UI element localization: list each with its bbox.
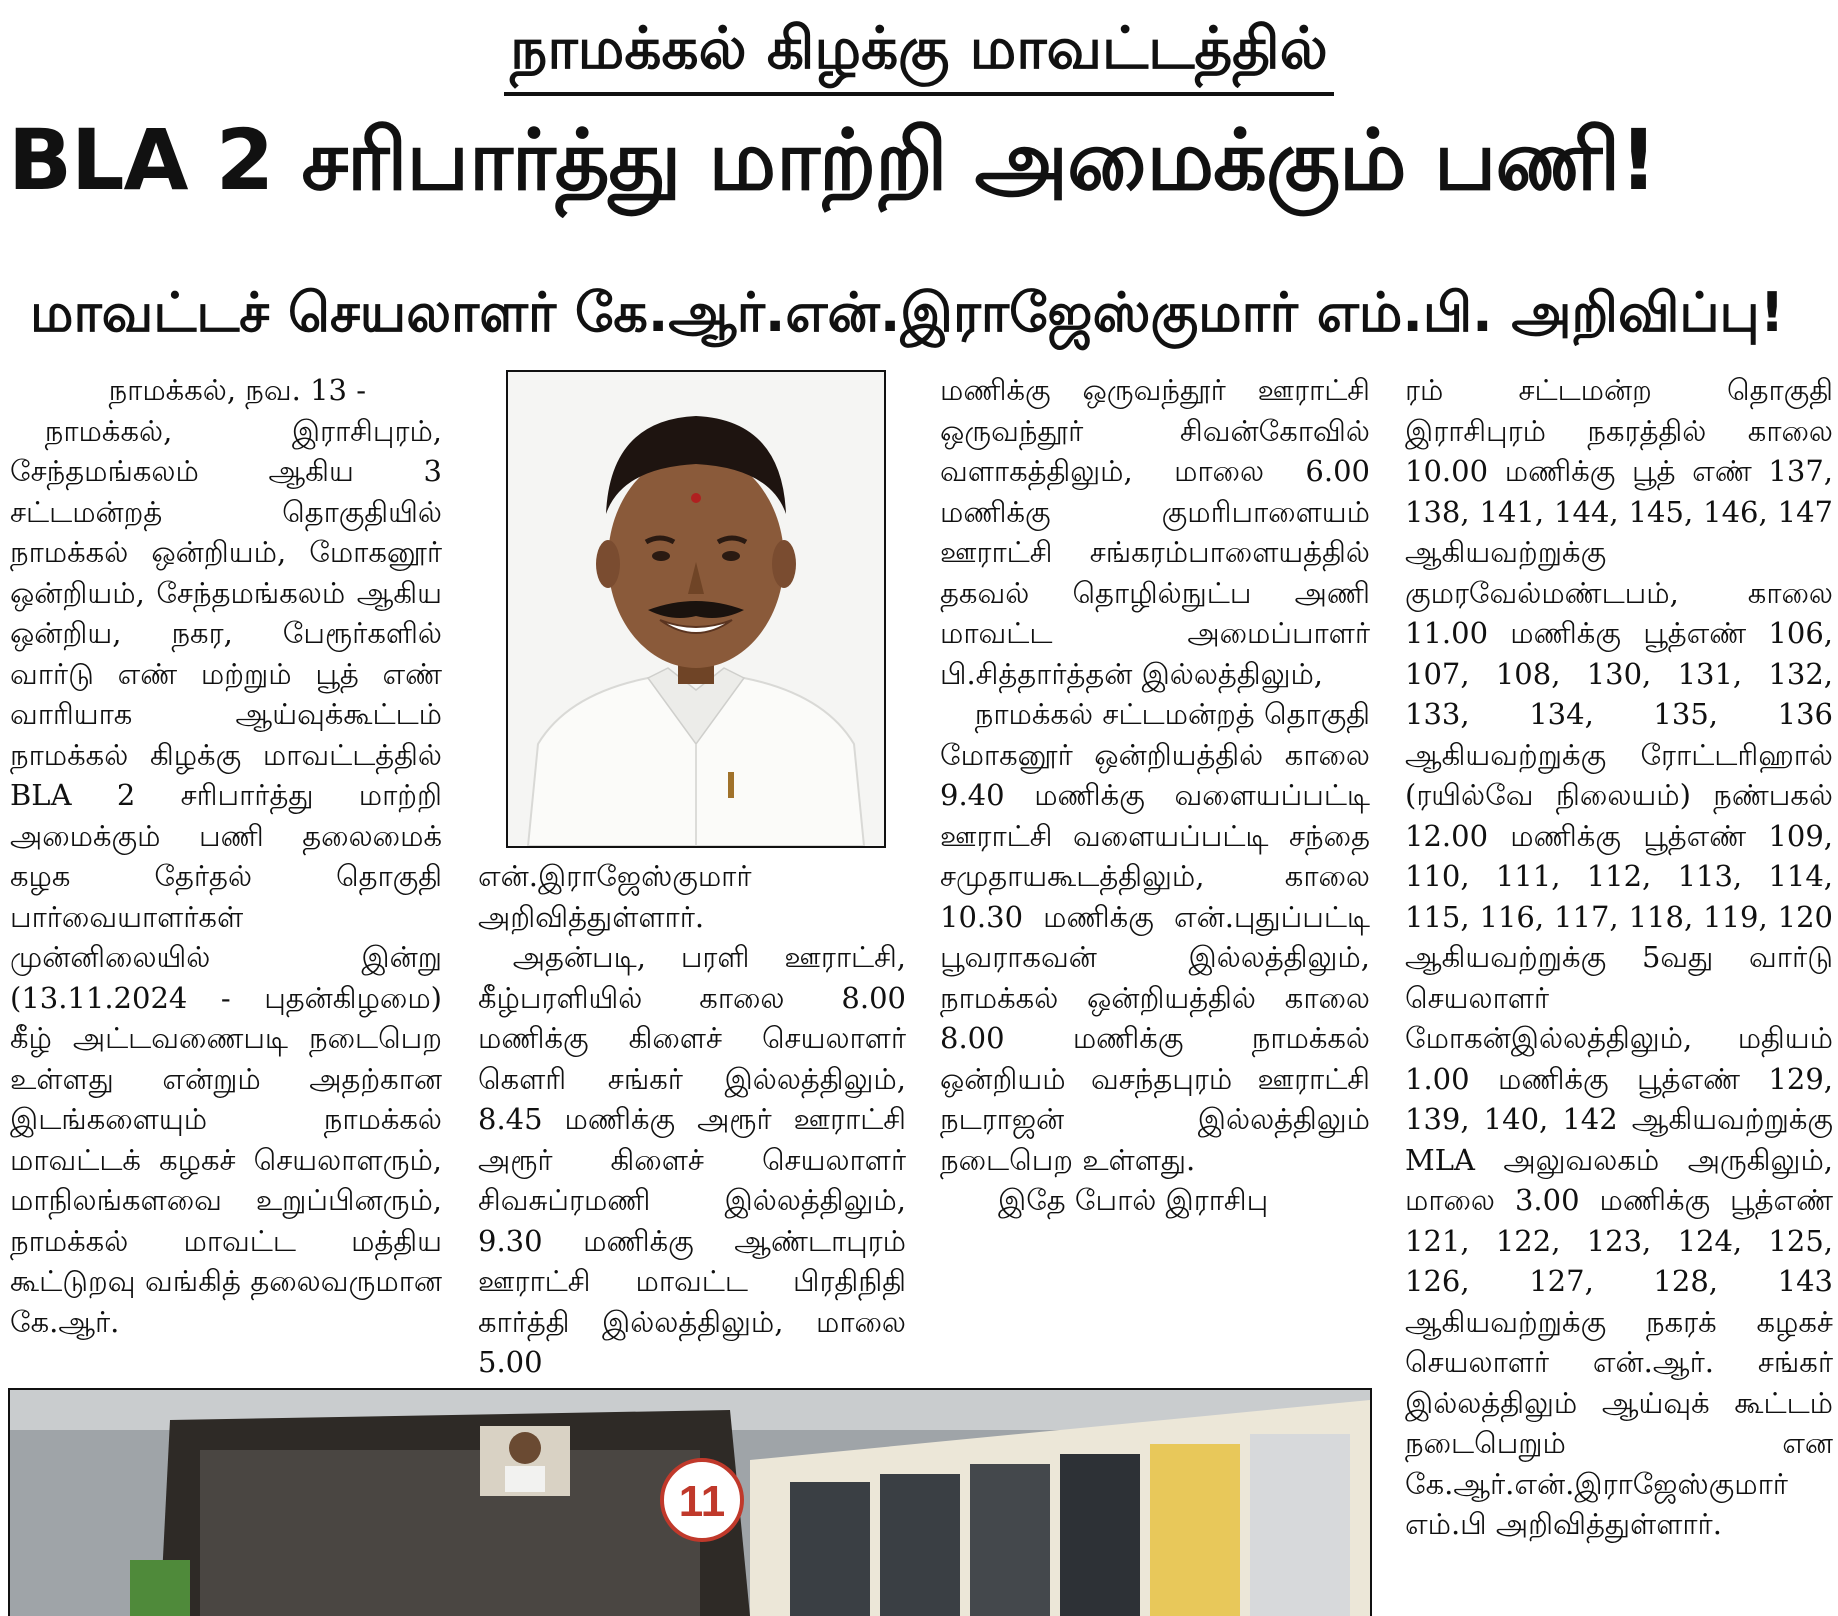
- article-paragraph: என்.இராஜேஸ்குமார் அறிவித்துள்ளார்.: [478, 859, 752, 934]
- route-number: 11: [678, 1477, 726, 1526]
- article-column-1: [10, 370, 442, 1342]
- kicker-text: நாமக்கல் கிழக்கு மாவட்டத்தில்: [504, 14, 1334, 96]
- dateline: நாமக்கல், நவ. 13 -: [108, 373, 366, 407]
- article-column-2: [478, 856, 906, 1383]
- portrait-illustration: [508, 372, 884, 846]
- article-paragraph: நாமக்கல், இராசிபுரம், சேந்தமங்கலம் ஆகிய 3 சட்டமன்றத் தொகுதியில் நாமக்கல் ஒன்றியம், மோகனூர் ஒன்றியம், சேந்தமங்கலம் ஆகிய ஒன்றிய, நகர, பேரூர்களில் வார்டு எண் மற்றும் பூத் எண் வாரியாக ஆய்வுக்கூட்டம் நாமக்கல் கிழக்கு மாவட்டத்தில் BLA 2 சரிபார்த்து மாற்றி அமைக்கும் பணி தலைமைக் கழக தேர்தல் தொகுதி பார்வையாளர்கள் முன்னிலையில் இன்று (13.11.2024 - புதன்கிழமை) கீழ் அட்டவணைபடி நடைபெற உள்ளது என்றும் அதற்கான இடங்களையும் நாமக்கல் மாவட்டக் கழகச் செயலாளரும், மாநிலங்களவை உறுப்பினரும், நாமக்கல் மாவட்ட மத்திய கூட்டுறவு வங்கித் தலைவருமான கே.ஆர்.: [10, 413, 442, 1339]
- bus-photo: [8, 1388, 1372, 1616]
- kicker-heading: [0, 14, 1838, 96]
- article-paragraph: மணிக்கு ஒருவந்தூர் ஊராட்சி ஒருவந்தூர் சிவன்கோவில் வளாகத்திலும், மாலை 6.00 மணிக்கு குமரிபாளையம் ஊராட்சி சங்கரம்பாளையத்தில் தகவல் தொழில்நுட்ப அணி மாவட்ட அமைப்பாளர் பி.சித்தார்த்தன் இல்லத்திலும்,: [940, 373, 1370, 691]
- article-column-4: [1405, 370, 1833, 1545]
- portrait-photo: [506, 370, 886, 848]
- article-column-3: [940, 370, 1370, 1221]
- article-paragraph: இதே போல் இராசிபு: [998, 1183, 1269, 1217]
- article-paragraph: ரம் சட்டமன்ற தொகுதி இராசிபுரம் நகரத்தில் காலை 10.00 மணிக்கு பூத் எண் 137, 138, 141, 144, 145, 146, 147 ஆகியவற்றுக்கு குமரவேல்மண்டபம், காலை 11.00 மணிக்கு பூத்எண் 106, 107, 108, 130, 131, 132, 133, 134, 135, 136 ஆகியவற்றுக்கு ரோட்டரிஹால் (ரயில்வே நிலையம்) நண்பகல் 12.00 மணிக்கு பூத்எண் 109, 110, 111, 112, 113, 114, 115, 116, 117, 118, 119, 120 ஆகியவற்றுக்கு 5வது வார்டு செயலாளர் மோகன்இல்லத்திலும், மதியம் 1.00 மணிக்கு பூத்எண் 129, 139, 140, 142 ஆகியவற்றுக்கு MLA அலுவலகம் அருகிலும், மாலை 3.00 மணிக்கு பூத்எண் 121, 122, 123, 124, 125, 126, 127, 128, 143 ஆகியவற்றுக்கு நகரக் கழகச் செயலாளர் என்.ஆர். சங்கர் இல்லத்திலும் ஆய்வுக் கூட்டம் நடைபெறும் என கே.ஆர்.என்.இராஜேஸ்குமார் எம்.பி அறிவித்துள்ளார்.: [1405, 373, 1833, 1541]
- article-paragraph: அதன்படி, பரளி ஊராட்சி, கீழ்பரளியில் காலை 8.00 மணிக்கு கிளைச் செயலாளர் கௌரி சங்கர் இல்லத்திலும், 8.45 மணிக்கு அரூர் ஊராட்சி அரூர் கிளைச் செயலாளர் சிவசுப்ரமணி இல்லத்திலும், 9.30 மணிக்கு ஆண்டாபுரம் ஊராட்சி மாவட்ட பிரதிநிதி கார்த்தி இல்லத்திலும், மாலை 5.00: [478, 940, 906, 1379]
- bus-illustration: [10, 1390, 1370, 1616]
- subheadline: மாவட்டச் செயலாளர் கே.ஆர்.என்.இராஜேஸ்குமார் எம்.பி. அறிவிப்பு!: [30, 281, 1785, 344]
- headline: BLA 2 சரிபார்த்து மாற்றி அமைக்கும் பணி!: [8, 111, 1657, 209]
- article-paragraph: நாமக்கல் சட்டமன்றத் தொகுதி மோகனூர் ஒன்றியத்தில் காலை 9.40 மணிக்கு வளையப்பட்டி ஊராட்சி வளையப்பட்டி சந்தை சமுதாயகூடத்திலும், காலை 10.30 மணிக்கு என்.புதுப்பட்டி பூவராகவன் இல்லத்திலும், நாமக்கல் ஒன்றியத்தில் காலை 8.00 மணிக்கு நாமக்கல் ஒன்றியம் வசந்தபுரம் ஊராட்சி நடராஜன் இல்லத்திலும் நடைபெற உள்ளது.: [940, 697, 1370, 1177]
